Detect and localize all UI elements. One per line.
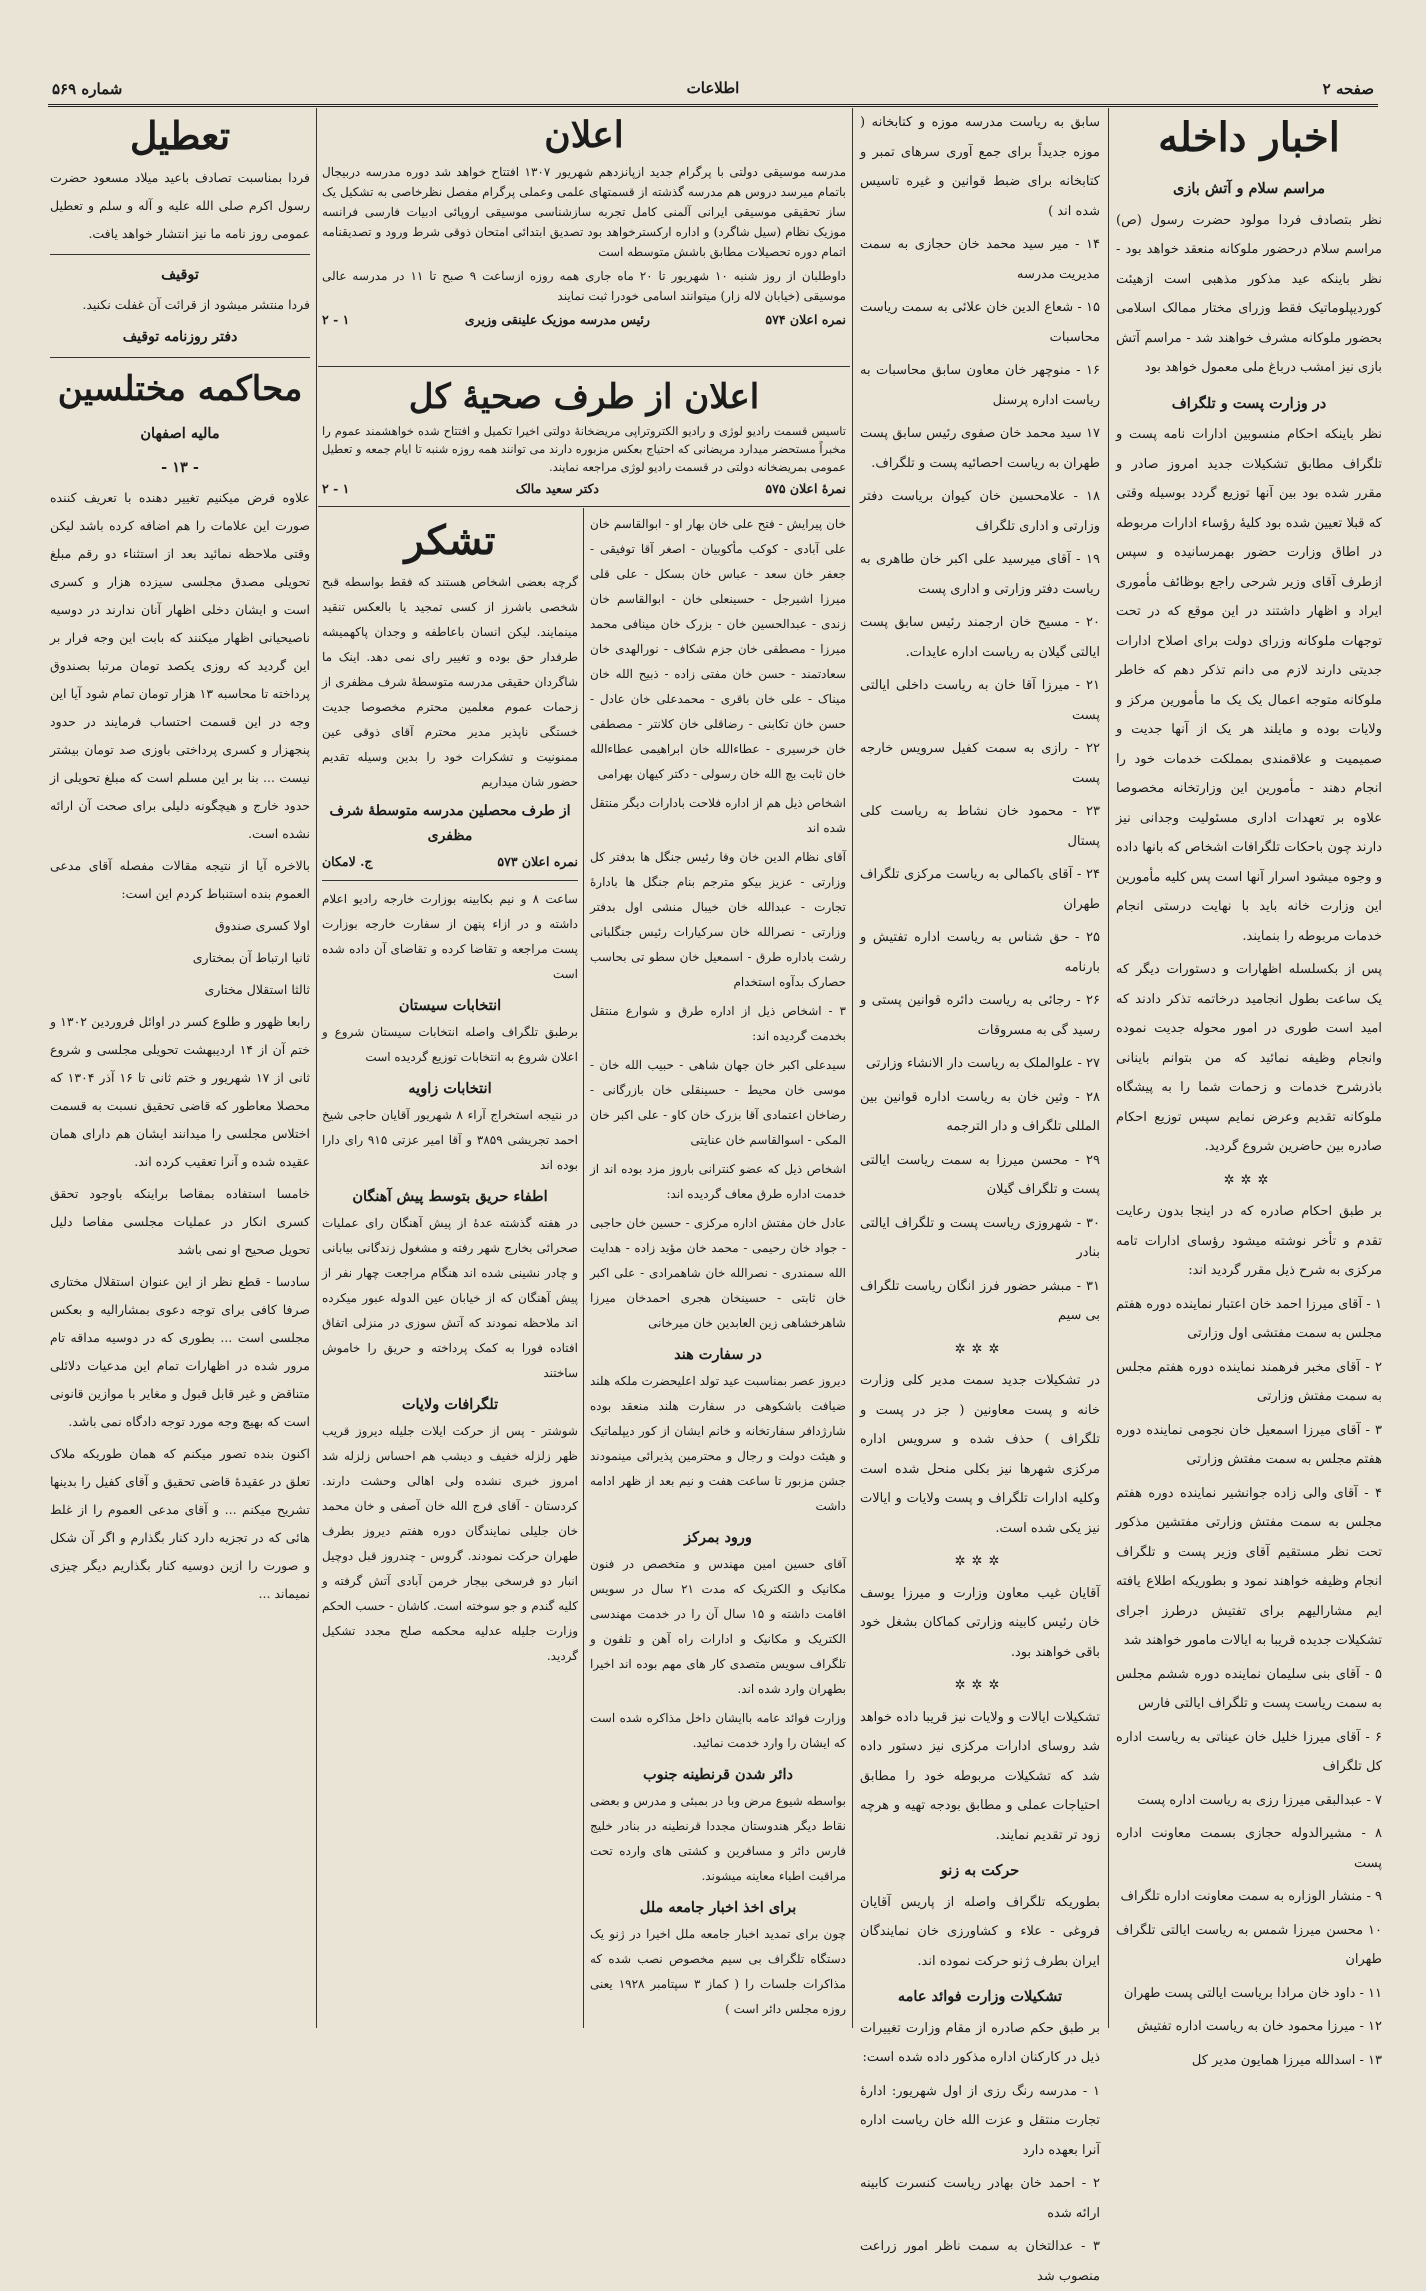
list-item: ۱۵ - شعاع الدین خان علائی به سمت ریاست محاسبات (860, 300, 1100, 345)
page-number: صفحه ۲ (1322, 80, 1374, 98)
section-heading: انتخابات سیستان (398, 997, 502, 1014)
list-item: ۲ - آقای مخبر فرهمند نماینده دوره هفتم مجلس به سمت مفتش وزارتی (1116, 1359, 1382, 1404)
music-school-announcement (322, 108, 846, 362)
article-text: آقای نظام الدین خان وفا رئیس جنگل ها بدفتر کل وزارتی - عزیز بیکو مترجم بنام جنگل ها بادارهٔ تجارت - عبدالله خان خیبال منشی اول بدفتر وزارتی - نصرالله خان سرکیارات رئیس جنگلبانی رشت باداره طرق - اسمعیل خان سطو تی بحاسب حصارک بدآوه استخدام (590, 850, 846, 989)
article-text: دیروز عصر بمناسبت عید تولد اعلیحضرت ملکه هلند ضیافت باشکوهی در سفارت هلند منعقد بوده شارژدافر سفارتخانه و خانم ایشان از کور دیپلماتیک و هیئت دولت و رجال و محترمین پذیرائی مینمودند جشن مزبور تا ساعت هفت و نیم بعد از ظهر ادامه داشت (590, 1374, 846, 1513)
list-item: ۷ - عبدالبقی میرزا رزی به ریاست اداره پست (1137, 1792, 1382, 1808)
article-text: برطبق تلگراف واصله انتخابات سیستان شروع و اعلان شروع به انتخابات توزیع گردیده است (322, 1025, 578, 1064)
announcement-text: مدرسه موسیقی دولتی با پرگرام جدید ازپانزدهم شهریور ۱۳۰۷ افتتاح خواهد شد دوره مدرسه دربیجال باتمام میرسد دروس هم مدرسه گذشته از قسمتهای علمی وعملی پرگرام مفصل نظرخاصی به تشکیل یک ساز تحقیقی موسیقی ایرانی آلمنی کامل تجربه سازشناسی موسیقی اروپائی ادبیات فارسی فرانسه موزیک نظام (سیل شاگرد) و اداره ارکسترخواهد بود تصدیق ابتدائی امتحان ذوقی شرط ورود و تصدیقنامه اتمام دوره تحصیلات مطابق باشش متوسطه است (322, 165, 847, 259)
list-item: ۱۷ سید محمد خان صفوی رئیس سابق پست طهران به ریاست احصائیه پست و تلگراف. (860, 426, 1100, 471)
article-text: بالاخره آیا از نتیجه مقالات مفصله آقای مدعی العموم بنده استنباط کردم این است: (50, 858, 310, 901)
trial-title: محاکمه مختلسین (57, 369, 303, 409)
page-header (52, 76, 1374, 102)
list-item: ۳۱ - مبشر حضور فرز انگان ریاست تلگراف بی سیم (860, 1278, 1100, 1323)
list-item: ۲ - احمد خان بهادر ریاست کنسرت کابینه ارائه شده (860, 2176, 1100, 2221)
newspaper-name: اطلاعات (686, 79, 740, 97)
section-heading: اطفاء حریق بتوسط پیش آهنگان (352, 1188, 548, 1205)
section-heading: مراسم سلام و آتش بازی (1173, 180, 1325, 197)
article-text: در نتیجه استخراج آراء ۸ شهریور آقایان حاجی شیخ احمد تجریشی ۳۸۵۹ و آقا امیر عزتی ۹۱۵ رای دارا بوده اند (322, 1108, 578, 1172)
article-text: سادسا - قطع نظر از این عنوان استقلال مختاری صرفا کافی برای توجه دعوی بمشارالیه و بعکس مجلسی است ... بطوری که در دوسیه مداقه تام مرور شده در اظهارات تمام این مدعیات دلائلی متناقض و غیر قابل قبول و مغایر با موازین قانونی است که بهیچ وجه مورد توجه دادگاه نمی باشد. (50, 1274, 310, 1429)
suspension-signature: دفتر روزنامه توقیف (122, 329, 238, 345)
section-heading: برای اخذ اخبار جامعه ملل (639, 1899, 797, 1916)
list-item: ثالثا استقلال مختاری (204, 982, 310, 997)
announcement-code: ۱ - ۲ (322, 481, 350, 496)
section-heading: توقیف (161, 266, 199, 283)
article-text: خان پیرایش - فتح علی خان بهار او - ابوالقاسم خان علی آبادی - کوکب مأکوبیان - اصغر آقا توفیقی - جعفر خان سعد - عباس خان بسکل - علی قلی میرزا اشیرجل - حسینعلی خان - ابوالقاسم خان زندی - عبدالحسین خان - بزرک خان مینافی محمد میرزا - مصطفی خان جزم شکاف - نورالهدی خان سعادتمند - حسن خان مفتی زاده - ذبیح الله خان میناک - علی خان باقری - محمدعلی خان عادل - حسن خان تکابنی - رضاقلی خان کلانتر - مصطفی خان خرسیری - عطاءالله خان ابراهیمی عطاءالله خان ثابت بچ الله خان رسولی - دکتر کیهان بهرامی (590, 517, 846, 781)
separator-stars: ✲✲✲ (954, 1554, 1006, 1569)
article-text: نظر بتصادف فردا مولود حضرت رسول (ص) مراسم سلام درحضور ملوکانه منعقد خواهد بود - نظر باینکه عید مذکور مذهبی است ازهیئت کوردیپلوماتیک فقط وزرای مختار ممالک اسلامی بحضور ملوکانه مشرف خواهند شد - مراسم آتش بازی نیز امشب درباغ ملی معمول خواهد بود (1116, 212, 1382, 375)
announcement-number: نمره اعلان ۵۷۴ (765, 312, 846, 327)
list-item: ۲۵ - حق شناس به ریاست اداره تفتیش و بارنامه (860, 930, 1100, 975)
article-text: اشخاص ذیل که عضو کنترانی باروز مزد بوده اند از خدمت اداره طرق معاف گردیده اند: (590, 1162, 846, 1201)
health-announcement-title: اعلان از طرف صحیهٔ کل (408, 377, 760, 417)
article-text: بواسطه شیوع مرض وبا در بمبئی و مدرس و بعضی نقاط دیگر هندوستان مجددا قرنطینه در بنادر خلیج فارس دائر و مسافرین و کشتی های وارده تحت مراقبت اطباء معاینه میشوند. (590, 1794, 846, 1883)
list-item: ۲۸ - وثین خان به ریاست اداره قوانین بین المللی تلگراف و دار الترجمه (860, 1089, 1100, 1134)
article-text: رابعا ظهور و طلوع کسر در اوائل فروردین ۱۳۰۲ و ختم آن از ۱۴ اردیبهشت تحویلی مجلسی و شروع ثانی از ۱۷ شهریور و ختم ثانی تا ۱۶ آذر ۱۳۰۴ که محصلا معاطور که قاضی تحقیق نسبت به قسمت اختلاس مجلسی را میدانند ایشان هم دارای همان عقیده شده و آنرا تعقیب کرده اند. (50, 1014, 311, 1169)
article-text: گرچه بعضی اشخاص هستند که فقط بواسطه قبح شخصی باشرز از کسی تمجید یا بالعکس تنقید مینمایند. لیکن انسان باعاطفه و وجدان پاکهمیشه طرفدار حق بوده و تغییر رای نمی دهد. اینک ما شاگردان حقیقی مدرسه متوسطهٔ شرف مظفری از زحمات عموم معلمین محترم مخصوصا جدیت خستگی ناپذیر مدیر محترم آقای ذوقی عین ممنونیت و تشکرات خود را بدین وسیله تقدیم حضور شان میداریم (322, 575, 578, 789)
section-heading: تلگرافات ولایات (401, 1396, 499, 1413)
domestic-news-title: اخبار داخله (1158, 114, 1340, 161)
domestic-news-column (1116, 108, 1382, 2068)
header-rule (48, 104, 1378, 107)
list-item: ۶ - آقای میرزا خلیل خان عیناتی به ریاست اداره کل تلگراف (1116, 1729, 1382, 1774)
article-text: عادل خان مفتش اداره مرکزی - حسین خان حاجبی - جواد خان رحیمی - محمد خان مؤید زاده - هدایت الله سمندری - نصرالله خان شاهمرادی - علی اکبر خان ثابتی - حسینخان هجری احمدخان میرزا شاهرخشاهی زین العابدین خان میرخانی (590, 1216, 846, 1330)
list-item: ۱۰ محسن میرزا شمس به ریاست ایالتی تلگراف طهران (1116, 1922, 1382, 1967)
list-item: ۵ - آقای بنی سلیمان نماینده دوره ششم مجلس به سمت ریاست پست و تلگراف ایالتی فارس (1116, 1666, 1382, 1711)
list-item: ۳ - آقای میرزا اسمعیل خان نجومی نماینده دوره هفتم مجلس به سمت مفتش وزارتی (1116, 1422, 1382, 1467)
list-item: ۱۸ - علامحسین خان کیوان بریاست دفتر وزارتی و اداری تلگراف (860, 489, 1100, 534)
list-item: ۲۷ - علوالملک به ریاست دار الانشاء وزارتی (865, 1056, 1100, 1071)
section-heading: انتخابات زاویه (408, 1080, 492, 1097)
appointments-column (860, 108, 1100, 2284)
middle-news-column (590, 512, 846, 2028)
article-text: ساعت ۸ و نیم بکابینه بوزارت خارجه رادیو اعلام داشته و در ازاء پنهن از سفارت خارجه بوزارت پست مراجعه و تقاضا کرده و تقاضای آن داده شده است (322, 892, 578, 981)
announcement-number: نمرهٔ اعلان ۵۷۵ (765, 481, 846, 496)
announcement-code: ۱ - ۲ (322, 312, 350, 327)
list-item: ثانیا ارتباط آن بمختاری (192, 950, 310, 965)
article-text: خامسا استفاده بمقاصا براینکه باوجود تحقق کسری انکار در عملیات مجلسی مفاصا دلیل تحویل صحیح او نمی باشد (50, 1186, 310, 1257)
left-column (50, 108, 310, 2028)
article-text: بطوریکه تلگراف واصله از پاریس آقایان فروغی - علاء و کشاورزی خان نمایندگان ایران بطرف ژنو حرکت نموده اند. (860, 1894, 1100, 1969)
article-text: پس از بکسلسله اظهارات و دستورات دیگر که یک ساعت بطول انجامید درخاتمه تذکر دادند که امید است طوری در امور محوله جدیت نموده وانجام وظیفه نمائید که من بتوانم باینانی باذرشرح خدمات و زحمات شما را به پیشگاه ملوکانه تقدیم وعرض نمایم سپس توزیع احکام صادره بین حاضرین شروع گردید. (1116, 962, 1382, 1154)
article-text: بر طبق احکام صادره که در اینجا بدون رعایت تقدم و تأخر نوشته میشود رؤسای ادارات تامه مرکزی به شرح ذیل مقرر گردید اند: (1116, 1204, 1382, 1278)
article-text: فردا بمناسبت تصادف باعید میلاد مسعود حضرت رسول اکرم صلی الله علیه و آله و سلم و تعطیل عمومی روز نامه ما نیز انتشار خواهد یافت. (50, 170, 310, 241)
article-text: فردا منتشر میشود از قرائت آن غفلت نکنید. (82, 297, 310, 312)
column-divider (583, 508, 584, 2028)
announcement-footer (322, 849, 578, 874)
announcement-title: اعلان (544, 114, 624, 156)
section-rule (322, 880, 578, 881)
list-item: ۲۶ - رجائی به ریاست دائره قوانین پستی و رسید گی به مسروقات (860, 993, 1100, 1038)
separator-stars: ✲✲✲ (954, 1341, 1006, 1357)
column-divider (1108, 108, 1109, 2028)
announcement-number: نمره اعلان ۵۷۳ (497, 854, 578, 869)
article-text: بر طبق حکم صادره از مقام وزارت تغییرات ذیل در کارکنان اداره مذکور داده شده است: (860, 2020, 1100, 2065)
article-text: تشکیلات ایالات و ولایات نیز قریبا داده خواهد شد روسای ادارات مرکزی نیز دستور داده شد که تشکیلات مربوطه خود را مطابق احتیاجات عملی و مطابق بودجه تهیه و هرچه زود تر تقدیم نمایند. (860, 1709, 1100, 1843)
trial-number: - ۱۳ - (161, 459, 199, 476)
article-text: وزارت فوائد عامه باایشان داخل مذاکره شده است که ایشان را وارد خدمت نمائید. (590, 1711, 846, 1750)
list-item: ۲۳ - محمود خان نشاط به ریاست کلی پستال (860, 804, 1100, 849)
article-text: شوشتر - پس از حرکت ایلات جلیله دیروز قریب ظهر زلزله خفیف و دیشب هم احساس زلزله شد امروز خبری نشده ولی اهالی وحشت دارند. کردستان - آقای فرج الله خان آصفی و خان محمد خان جلیلی نمایندگان دوره هفتم دیروز بطرف طهران حرکت نمودند. گروس - چندروز قبل دوچیل انبار دو فرسخی بیجار خرمن آبادی آتش گرفته و کلیه گندم و جو سوخته است. کاشان - حسب الحکم وزارت جلیله عدلیه محکمه صلح مجدد تشکیل گردید. (322, 1424, 578, 1663)
list-item: ۱۱ - داود خان مرادا بریاست ایالتی پست طهران (1123, 1985, 1382, 2001)
list-item: ۲۰ - مسیح خان ارجمند رئیس سابق پست ایالتی گیلان به ریاست اداره عایدات. (860, 615, 1100, 660)
announcement-signature: رئیس مدرسه موزیک علینقی وزیری (464, 312, 650, 327)
column-divider (316, 108, 317, 2028)
article-text: چون برای تمدید اخبار جامعه ملل اخیرا در ژنو یک دستگاه تلگراف بی سیم مخصوص نصب شده که مذاکرات جلسات را ( کماز ۳ سپتامبر ۱۹۲۸ یعنی روزه مجلس دائر است ) (590, 1927, 846, 2016)
list-item: ۱۳ - اسدالله میرزا همایون مدیر کل (1191, 2052, 1382, 2068)
separator-stars: ✲✲✲ (1223, 1172, 1275, 1188)
section-heading: در سفارت هند (674, 1346, 762, 1363)
announcement-text: تاسیس قسمت رادیو لوژی و رادیو الکتروتراپی مریضخانهٔ دولتی اخیرا تکمیل و افتتاح شده خواهشمند عموم را مخبراً مستحضر میدارد مریضانی که احتیاج بعکس مزبوره دارند می توانند همه روزه شنبه تا ایام جمعه و تعطیل عمومی بمریضخانه دولتی در قسمت رادیو لوژی مراجعه نمایند. (322, 424, 846, 474)
section-rule (318, 366, 850, 367)
section-rule (50, 357, 310, 358)
list-item: ۱ - آقای میرزا احمد خان اعتبار نماینده دوره هفتم مجلس به سمت مفتشی اول وزارتی (1116, 1296, 1382, 1341)
section-heading: حرکت به زنو (940, 1862, 1020, 1879)
health-announcement (322, 372, 846, 504)
article-text: علاوه فرض میکنیم تغییر دهنده با تعریف کننده صورت این علامات را هم اضافه کرده باشد لیکن وقتی ملاحظه نمائید بعد از استثناء دو رقم مبلغ تحویلی مصدق مجلسی سیزده هزار و کسری است و ایشان دخلی اظهار آنان ندارند در دوسیه ناصیحیانی اظهار میکنند که بابت این وجه فرار بر این گردید که روزی یکصد تومان مرتبا بصندوق پرداخته تا محاسبه ۱۳ هزار تومان تمام شود آیا این وجه در این قسمت احتساب فرمایند در حدود پنجهزار و کسری پرداختی باوزی صد تومان بیشتر نیست ... بنا بر این مسلم است که مبلغ تحویلی از حدود خارج و هیچگونه دلیلی برای صحت آن ارائه نشده است. (50, 490, 310, 841)
article-text: ۳ - اشخاص ذیل از اداره طرق و شوارع منتقل بخدمت گردیده اند: (590, 1004, 846, 1043)
list-item: ۲۴ - آقای باکمالی به ریاست مرکزی تلگراف طهران (860, 867, 1100, 912)
section-heading: در وزارت پست و تلگراف (1171, 394, 1327, 412)
announcement-signature: دکتر سعید مالک (515, 481, 599, 496)
list-item: ۳۰ - شهروزی ریاست پست و تلگراف ایالتی بنادر (860, 1215, 1100, 1260)
thanks-column (322, 512, 578, 2028)
announcement-code: ج. لامکان (322, 854, 373, 869)
article-text: نظر باینکه احکام منسوبین ادارات نامه پست و تلگراف مطابق تشکیلات جدید امروز صادر و مقرر شده بود بین آنها توزیع گردد بوسیله وقتی که قبلا تعیین شده بود کلیهٔ رؤساء ادارات مربوطه در اطاق وزارت حضور بهمرسانیده و سپس ازطرف آقای وزیر شرحی راجع بوظائف مأموری ایراد و اظهار داشتند در این موقع که در تحت توجهات ملوکانه وزرای دولت برای اصلاح ادارات جدیتی دارند لازم می دانم تذکر دهم که خاطر ملوکانه متوجه اعمال یک یک ما مأمورین مرکز و ولایات بوده و مایلند هر یک از آنها جدیت و صمیمیت و علاقمندی بمملکت خدمات خود را انجام دهند - مأمورین این وزارتخانه مخصوصا علاوه بر تعهدات اداری مسئولیت وجدانی نیز دارند چون باحکات تلگرافات اشخاص که بانها داده و وجوه میشود اسرار آنها است پس کلیه مأمورین این وزارت خانه باید با نهایت درستی انجام خدمات مربوطه را بنمایند. (1116, 427, 1382, 944)
list-item: ۱۹ - آقای میرسید علی اکبر خان طاهری به ریاست دفتر وزارتی و اداری پست (860, 552, 1100, 597)
article-text: اکنون بنده تصور میکنم که همان طوریکه ملاک تعلق در عقیدهٔ قاضی تحقیق و آقای کفیل را بدینها تشریح میکنم ... و آقای مدعی العموم را از غلط هائی که در تجزیه دارد کنار بگذارم و اگر آن شکل و صورت را ازین دوسیه کنار بگذاریم دیگر چیزی نمیماند ... (50, 1446, 310, 1601)
list-item: ۲۱ - میرزا آقا خان به ریاست داخلی ایالتی پست (860, 678, 1100, 723)
article-text: در تشکیلات جدید سمت مدیر کلی وزارت خانه و پست معاونین ( جز در پست و تلگراف ) حذف شده و سرویس اداره مرکزی شهرها نیز بکلی منحل شده است وکلیه ادارات تلگراف و پست ولایات و ایالات نیز یکی شده است. (860, 1373, 1100, 1536)
list-item: ۸ - مشیرالدوله حجازی بسمت معاونت اداره پست (1116, 1826, 1382, 1871)
section-heading: دائر شدن قرنطینه جنوب (643, 1766, 793, 1783)
article-text: در هفته گذشته عدهٔ از پیش آهنگان رای عملیات صحرائی بخارج شهر رفته و مشغول زندگانی بیابانی و چادر نشینی شده اند هنگام مراجعت چهار نفر از پیش آهنگان که از خیابان عین الدوله عبور میکرده اند ملاحظه نمودند که آتش سوزی در منزلی اتفاق افتاده فورا به کمک پرداخته و حریق را خاموش ساختند (322, 1216, 578, 1380)
announcement-text: داوطلبان از روز شنبه ۱۰ شهریور تا ۲۰ ماه جاری همه روزه ازساعت ۹ صبح تا ۱۱ در مدرسه عالی موسیقی (خیابان لاله زار) میتوانند اسامی خودرا ثبت نمایند (322, 269, 846, 303)
list-item: ۱۶ - منوچهر خان معاون سابق محاسبات به ریاست اداره پرسنل (860, 363, 1100, 408)
list-item: ۱ - مدرسه رنگ رزی از اول شهریور: ادارهٔ تجارت منتقل و عزت الله خان ریاست اداره آنرا بعهده دارد (860, 2083, 1100, 2158)
announcement-footer (322, 480, 846, 498)
list-item: اولا کسری صندوق (214, 918, 310, 933)
list-item: ۳ - عدالتخان به سمت ناظر امور زراعت منصوب شد (860, 2239, 1100, 2284)
list-item: ۱۲ - میرزا محمود خان به ریاست اداره تفتیش (1136, 2019, 1382, 2034)
list-item: ۱۴ - میر سید محمد خان حجازی به سمت مدیریت مدرسه (860, 237, 1100, 282)
list-item: ۲۲ - رازی به سمت کفیل سرویس خارجه پست (860, 741, 1100, 786)
thanks-title: تشکر (404, 517, 496, 564)
announcement-footer (322, 310, 846, 330)
section-rule (318, 506, 850, 507)
article-text: آقایان غیب معاون وزارت و میرزا یوسف خان رئیس کابینه وزارتی کماکان بشغل خود باقی خواهند بود. (860, 1585, 1100, 1660)
article-text: اشخاص ذیل هم از اداره فلاحت بادارات دیگر منتقل شده اند (590, 796, 846, 835)
column-divider (852, 108, 853, 2028)
holiday-title: تعطیل (129, 113, 231, 158)
article-text: سیدعلی اکبر خان جهان شاهی - حبیب الله خان - موسی خان محیط - حسینقلی خان بازرگانی - رضاخان اعتمادی آقا بزرک خان کاو - علی اکبر خان المکی - اسوالقاسم خان عنایتی (590, 1058, 846, 1147)
trial-subtitle: مالیه اصفهان (140, 425, 220, 442)
issue-number: شماره ۵۶۹ (52, 80, 123, 98)
list-item: ۴ - آقای والی زاده جوانشیر نماینده دوره هفتم مجلس به سمت مفتش وزارتی مفتشین مذکور تحت نظر مستقیم آقای وزیر پست و تلگراف انجام وظیفه خواهند نمود و بطوریکه اطلاع یافته ایم مشارالیهم برای تفتیش درطرز اجرای تشکیلات جدیده قریبا به ایالات مامور خواهند شد (1116, 1485, 1382, 1648)
section-rule (50, 254, 310, 255)
section-heading: تشکیلات وزارت فوائد عامه (897, 1988, 1063, 2005)
thanks-signature: از طرف محصلین مدرسه متوسطهٔ شرف مظفری (329, 803, 571, 844)
section-heading: ورود بمرکز (684, 1529, 752, 1546)
list-item: ۹ - منشار الوزاره به سمت معاونت اداره تلگراف (1120, 1889, 1382, 1904)
article-text: آقای حسین امین مهندس و متخصص در فنون مکانیک و الکتریک که مدت ۲۱ سال در سویس اقامت داشته و ۱۵ سال آن را در خدمت مهندسی الکتریک و مکانیک و ادارات راه آهن و تلفون و تلگراف سویس متصدی کار های مهم بوده اند اخیرا بطهران وارد شده اند. (590, 1557, 847, 1696)
separator-stars: ✲✲✲ (954, 1678, 1006, 1693)
list-item: ۲۹ - محسن میرزا به سمت ریاست ایالتی پست و تلگراف گیلان (860, 1152, 1100, 1197)
article-text: سابق به ریاست مدرسه موزه و کتابخانه ( موزه جدیداً برای جمع آوری سرهای تمبر و کتابخانه برای ضبط قوانین و غیره تاسیس شده اند ) (860, 115, 1100, 219)
